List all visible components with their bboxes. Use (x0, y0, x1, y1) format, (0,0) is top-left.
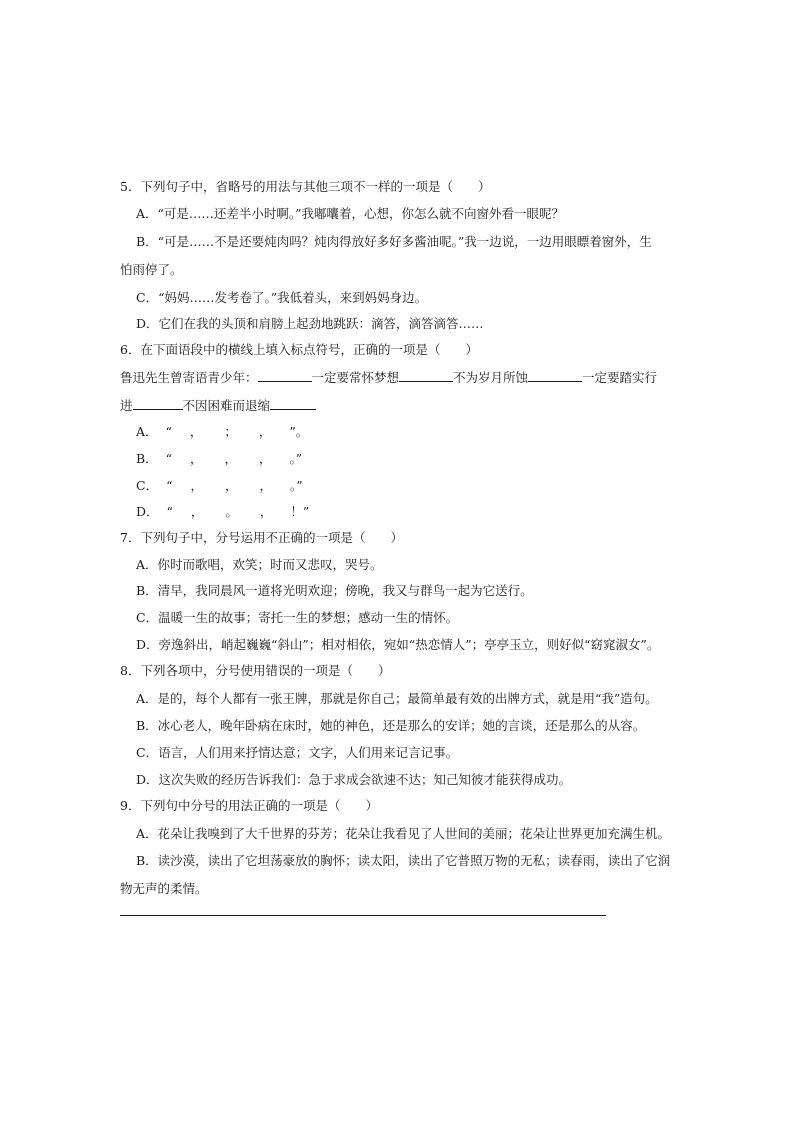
punctuation-mark: ， (224, 451, 238, 466)
fill-blank (270, 397, 316, 410)
option-letter: A． (136, 424, 158, 439)
question-6-option-a (136, 424, 308, 440)
question-7-option-c: C．温暖一生的故事；寄托一生的梦想；感动一生的情怀。 (136, 610, 459, 625)
question-6-option-d (136, 504, 309, 520)
passage-text: 不为岁月所蚀 (453, 370, 529, 385)
punctuation-mark: ！” (290, 504, 310, 519)
question-7-option-b: B．清早，我同晨风一道将光明欢迎；傍晚，我又与群鸟一起为它送行。 (136, 583, 533, 598)
punctuation-mark: “ (166, 478, 173, 493)
question-8-option-c: C．语言，人们用来抒情达意；文字，人们用来记言记事。 (136, 745, 459, 760)
punctuation-mark: “ (165, 451, 173, 466)
question-5-option-a: A．“可是……还差半小时啊。”我嘟囔着，心想，你怎么就不向窗外看一眼呢？ (136, 206, 565, 221)
question-8-option-a: A．是的，每个人都有一张王牌，那就是你自己；最简单最有效的出牌方式，就是用“我”造句。 (136, 691, 658, 706)
fill-blank (258, 369, 312, 382)
option-letter: B． (136, 451, 158, 466)
punctuation-mark: ， (190, 478, 203, 493)
question-6-option-c (136, 478, 303, 494)
punctuation-mark: 。” (289, 478, 303, 493)
question-8-stem: 8．下列各项中，分号使用错误的一项是（ ） (120, 663, 391, 678)
question-6-passage-line-1 (120, 369, 657, 386)
passage-text: 一定要踏实行 (582, 370, 658, 385)
passage-text: 进 (120, 398, 133, 413)
question-9-stem: 9．下列句中分号的用法正确的一项是（ ） (120, 798, 378, 813)
punctuation-mark: ， (259, 478, 272, 493)
question-5-option-b-continued: 怕雨停了。 (120, 262, 183, 277)
passage-text: 不因困难而退缩 (182, 398, 271, 413)
option-letter: C． (136, 478, 159, 493)
option-letter: D． (136, 504, 159, 519)
punctuation-mark: ”。 (289, 424, 309, 439)
punctuation-mark: “ (165, 424, 172, 439)
punctuation-mark: ， (190, 451, 203, 466)
question-5-option-b: B．“可是……不是还要炖肉吗？炖肉得放好多好多酱油呢。”我一边说，一边用眼瞟着窗外，生 (136, 234, 652, 249)
passage-text: 鲁迅先生曾寄语青少年： (120, 370, 258, 385)
punctuation-mark: 。” (289, 451, 303, 466)
question-5-option-d: D．它们在我的头顶和肩膀上起劲地跳跃：滴答，滴答滴答…… (136, 316, 484, 331)
question-7-stem: 7．下列句子中，分号运用不正确的一项是（ ） (120, 530, 403, 545)
punctuation-mark: ， (190, 504, 204, 519)
question-5-stem: 5．下列句子中，省略号的用法与其他三项不一样的一项是（ ） (120, 179, 491, 194)
question-6-option-b (136, 451, 302, 467)
fill-blank (399, 369, 453, 382)
question-9-option-a: A．花朵让我嗅到了大千世界的芬芳；花朵让我看见了人世间的美丽；花朵让世界更加充满生机。 (136, 826, 671, 841)
punctuation-mark: ， (259, 451, 272, 466)
question-9-option-b-continued: 物无声的柔情。 (120, 881, 208, 896)
question-8-option-b: B．冰心老人，晚年卧病在床时，她的神色，还是那么的安详；她的言谈，还是那么的从容。 (136, 718, 646, 733)
question-6-passage-line-2 (120, 397, 316, 414)
question-5-option-c: C．“妈妈……发考卷了。”我低着头，来到妈妈身边。 (136, 290, 428, 305)
punctuation-mark: ， (189, 424, 203, 439)
question-9-option-b: B．读沙漠，读出了它坦荡豪放的胸怀；读太阳，读出了它普照万物的无私；读春雨，读出了它润 (136, 853, 671, 868)
question-7-option-d: D．旁逸斜出，峭起巍巍“斜山”；相对相依，宛如“热恋情人”；亭亭玉立，则好似“窈窕淑女”。 (136, 637, 660, 652)
question-7-option-a: A．你时而歌唱，欢笑；时而又悲叹，哭号。 (136, 557, 383, 572)
punctuation-mark: ， (258, 424, 272, 439)
fill-blank (528, 369, 582, 382)
question-6-stem: 6．在下面语段中的横线上填入标点符号，正确的一项是（ ） (120, 342, 478, 357)
punctuation-mark: ； (224, 424, 237, 439)
fill-blank (133, 397, 183, 410)
punctuation-mark: ， (224, 478, 238, 493)
punctuation-mark: 。 (225, 504, 238, 519)
punctuation-mark: “ (166, 504, 173, 519)
question-8-option-d: D．这次失败的经历告诉我们：急于求成会欲速不达；知己知彼才能获得成功。 (136, 772, 572, 787)
bottom-divider (120, 915, 606, 916)
punctuation-mark: ， (259, 504, 273, 519)
passage-text: 一定要常怀梦想 (311, 370, 400, 385)
